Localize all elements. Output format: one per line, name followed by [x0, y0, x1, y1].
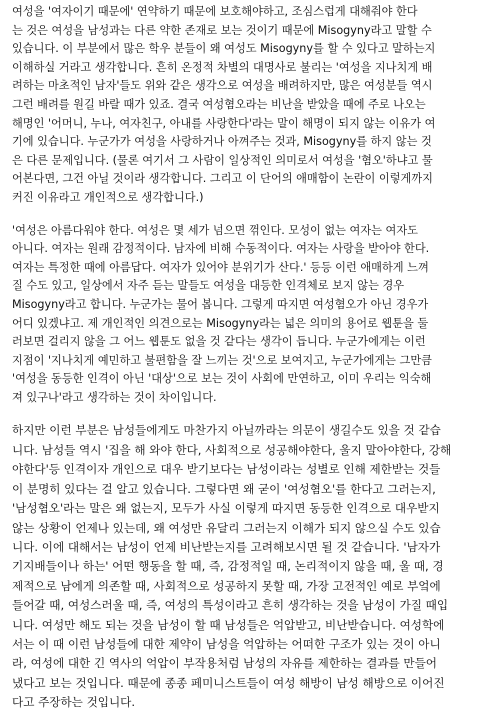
text-line: 다고 주장하는 것입니다. [12, 695, 136, 710]
text-line: 러보면 걸리지 않을 그 어느 웹툰도 없을 것 같다는 생각이 듭니다. 누군가에게는 이런 [12, 335, 426, 349]
text-line: 아니다. 여자는 원래 감정적이다. 남자에 비해 수동적이다. 여자는 사랑을 받아야 한다. [12, 242, 430, 256]
text-line: 그런 배려를 원길 바랄 때가 있죠. 결국 여성혐오라는 비난을 받았을 때에 주로 나오는 [12, 97, 426, 111]
text-line: 니다. 이에 대해서는 남성이 언제 비난받는지를 고려해보시면 될 것 같습니다. '남자가 [12, 539, 441, 554]
text-line: '여성을 동등한 인격이 아닌 '대상'으로 보는 것이 사회에 만연하고, 이미 우리는 익숙해 [12, 372, 432, 386]
paragraph-gap [12, 407, 468, 421]
text-line: 이해하실 거라고 생각합니다. 흔히 온정적 차별의 대명사로 불리는 '여성을 지나치게 배 [12, 60, 433, 74]
paragraph-gap [12, 208, 468, 222]
text-line: 서는 이 때 이런 남성들에 대한 제약이 남성을 억압하는 어떠한 구조가 있는 것이 아니 [12, 636, 441, 651]
text-line: 해명인 '어머니, 누나, 여자친구, 아내를 사랑한다'라는 말이 해명이 되지 않는 이유가 여 [12, 116, 436, 130]
text-line: 는 것은 여성을 남성과는 다른 약한 존재로 보는 것이기 때문에 Misogyny라고 말할 수 [12, 23, 432, 37]
text-line: 기지배들이나 하는' 어떤 행동을 할 때, 즉, 감정적일 때, 논리적이지 않을 때, 울 때, 경 [12, 559, 444, 574]
text-line: 질 수도 있고, 일상에서 자주 듣는 말들도 여성을 대등한 인격체로 보지 않는 경우 [12, 279, 405, 293]
text-line: 은 다른 문제입니다. (물론 여기서 그 사람이 일상적인 의미로서 여성을 '혐오'하냐고 물 [12, 153, 433, 167]
text-line: 어디 있겠냐고. 제 개인적인 의견으로는 Misogyny라는 넓은 의미의 용어로 웹툰을 둘 [12, 316, 429, 330]
text-line: 있습니다. 이 부분에서 많은 학우 분들이 왜 여성도 Misogyny를 할 수 있다고 말하는지 [12, 42, 436, 56]
text-line: Misogyny라고 합니다. 누군가는 물어 봅니다. 그렇게 따지면 여성혐오가 아닌 경우가 [12, 297, 429, 311]
text-line: 제적으로 남에게 의존할 때, 사회적으로 성공하지 못할 때, 가장 고전적인 예로 부엌에 [12, 578, 441, 593]
text-line: 여자는 특정한 때에 아름답다. 여자가 있어야 분위기가 산다.' 등등 이런 애매하게 느껴 [12, 260, 429, 274]
text-line: '여성은 아름다워야 한다. 여성은 몇 세가 넘으면 꺾인다. 모성이 없는 여자는 여자도 [12, 223, 418, 237]
text-line: 지점이 '지나치게 예민하고 불편함을 잘 느끼는 것'으로 보여지고, 누군가에게는 그만큼 [12, 353, 432, 367]
text-line: 라, 여성에 대한 긴 역사의 억압이 부작용처럼 남성의 자유를 제한하는 결과를 만들어 [12, 656, 438, 671]
text-line: 이 분명히 있다는 걸 알고 있습니다. 그렇다면 왜 굳이 '여성혐오'를 한다고 그러는지, [12, 481, 436, 496]
text-line: 않는 상황이 언제나 있는데, 왜 여성만 유달리 그러는지 이해가 되지 않으실 수도 있습 [12, 520, 441, 535]
text-line: 야한다'등 인격이자 개인으로 대우 받기보다는 남성이라는 성별로 인해 제한받는 것들 [12, 462, 441, 477]
text-line: 어본다면, 그건 아닐 것이라 생각합니다. 그리고 이 단어의 애매함이 논란이 이렇게까지 [12, 172, 433, 186]
text-line: 져 있구나'라고 생각하는 것이 차이입니다. [12, 390, 217, 404]
text-line: 니다. 남성들 역시 '집을 해 와야 한다, 사회적으로 성공해야한다, 울지 말아야한다, 강해 [12, 442, 452, 457]
text-line: 커진 이유라고 개인적으로 생각합니다.) [12, 190, 204, 204]
paragraph-everyday-examples [12, 222, 468, 408]
paragraph-men-and-restrictions [12, 421, 468, 712]
text-line: 니다. 여성만 해도 되는 것을 남성이 할 때 남성들은 억압받고, 비난받습니다. 여성학에 [12, 617, 445, 632]
text-line: 기에 있습니다. 누군가가 여성을 사랑하거나 아껴주는 것과, Misogyny를 하지 않는 것 [12, 135, 432, 149]
text-line: 여성을 '여자이기 때문에' 연약하기 때문에 보호해야하고, 조심스럽게 대해줘야 한다 [12, 5, 418, 18]
text-line: 들어갈 때, 여성스러울 때, 즉, 여성의 특성이라고 흔히 생각하는 것을 남성이 가질 때입 [12, 598, 449, 613]
text-line: 냈다고 보는 것입니다. 때문에 종종 페미니스트들이 여성 해방이 남성 해방으로 이어진 [12, 675, 445, 690]
text-line: 려하는 마초적인 남자'들도 위와 같은 생각으로 여성을 배려하지만, 많은 여성분들 역시 [12, 79, 433, 93]
text-line: 하지만 이런 부분은 남성들에게도 마찬가지 아닐까라는 의문이 생길수도 있을 것 같습 [12, 423, 441, 438]
text-line: '남성혐오'라는 말은 왜 없는지, 모두가 사실 이렇게 따지면 동등한 인격으로 대우받지 [12, 501, 440, 516]
paragraph-misogyny-definition [12, 3, 468, 208]
